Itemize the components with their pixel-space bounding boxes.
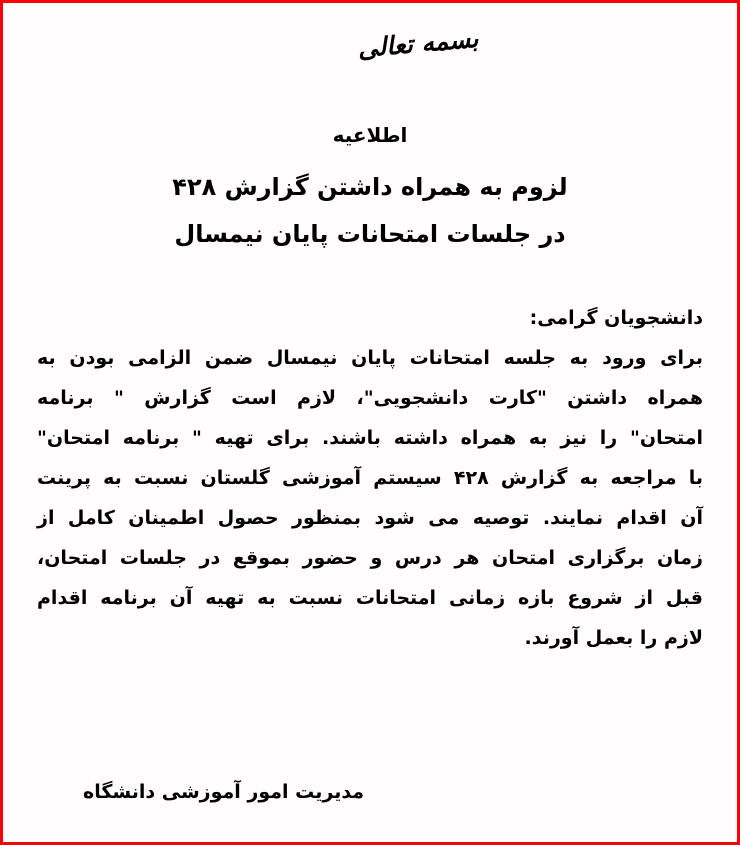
- besmele-calligraphy: بسمه تعالی: [356, 23, 480, 64]
- body-paragraph: [37, 298, 703, 658]
- body-line-3: امتحان" را نیز به همراه داشته باشند. برای تهیه " برنامه امتحان": [37, 427, 703, 449]
- signature: مدیریت امور آموزشی دانشگاه: [83, 781, 365, 803]
- title-line-1: لزوم به همراه داشتن گزارش ۴۲۸: [172, 173, 568, 201]
- body-line-6: زمان برگزاری امتحان هر درس و حضور بموقع در جلسات امتحان،: [37, 547, 703, 569]
- body-line-8: لازم را بعمل آورند.: [524, 627, 703, 649]
- body-line-5: آن اقدام نمایند. توصیه می شود بمنظور حصول اطمینان کامل از: [37, 507, 703, 529]
- body-line-4: با مراجعه به گزارش ۴۲۸ سیستم آموزشی گلستان نسبت به پرینت: [37, 467, 703, 489]
- salutation: دانشجویان گرامی:: [529, 307, 703, 329]
- notice-label: اطلاعیه: [332, 123, 408, 147]
- body-line-7: قبل از شروع بازه زمانی امتحانات نسبت به تهیه آن برنامه اقدام: [37, 587, 703, 609]
- body-line-1: برای ورود به جلسه امتحانات پایان نیمسال ضمن الزامی بودن به: [37, 347, 703, 369]
- title-line-2: در جلسات امتحانات پایان نیمسال: [174, 220, 566, 248]
- body-line-2: همراه داشتن "کارت دانشجویی"، لازم است گزارش " برنامه: [37, 387, 703, 409]
